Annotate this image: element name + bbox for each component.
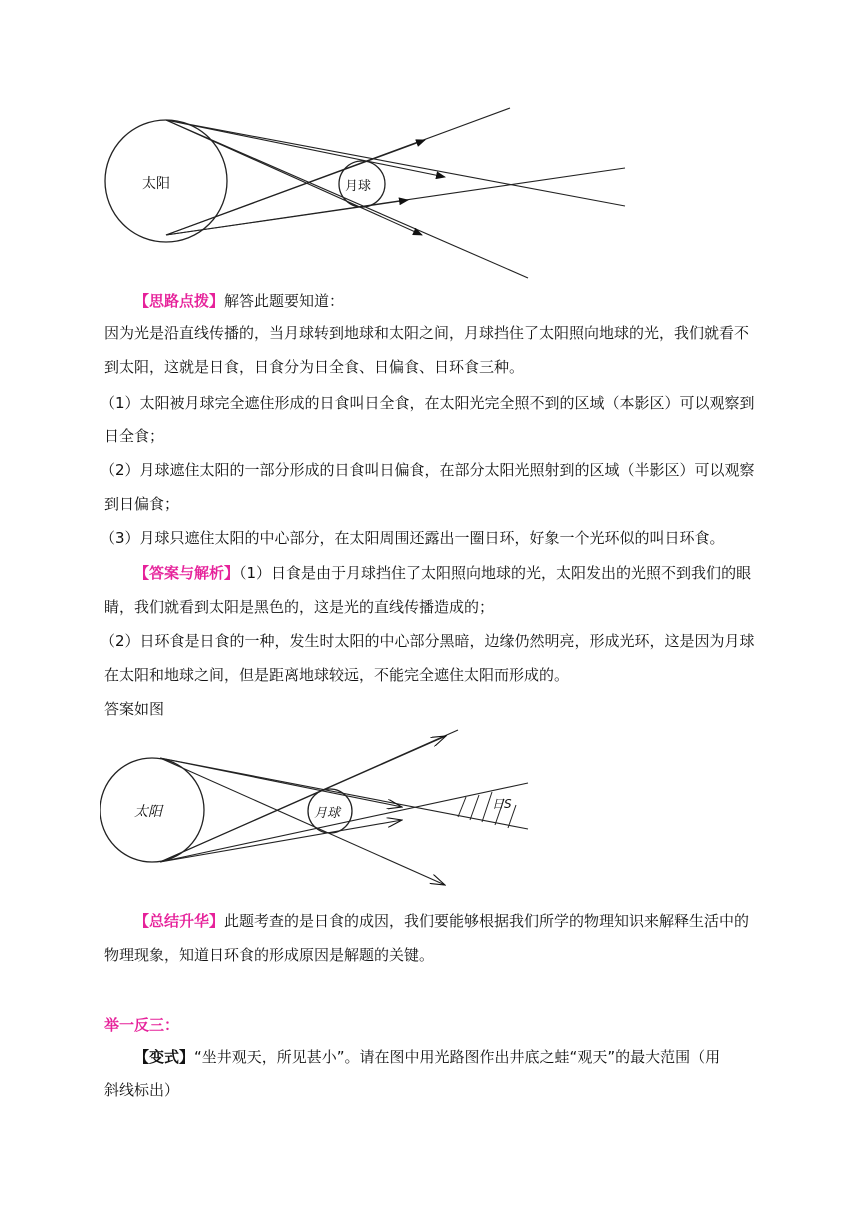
- hint-line: [134, 290, 344, 312]
- ray-arrow: [166, 140, 425, 235]
- practice-text-1: “坐井观天，所见甚小”。请在图中用光路图作出井底之蛙“观天”的最大范围（用: [194, 1048, 721, 1066]
- hint-text: 解答此题要知道：: [224, 292, 345, 310]
- eclipse-diagram-1: [100, 98, 640, 283]
- answer-line-5: 答案如图: [104, 700, 165, 718]
- answer-line-1: [134, 562, 751, 584]
- ray-arrow: [166, 200, 408, 235]
- answer-line-3: （2）日环食是日食的一种，发生时太阳的中心部分黑暗，边缘仍然明亮，形成光环，这是因为月球: [100, 632, 755, 650]
- answer-tag: 【答案与解析】: [134, 564, 240, 582]
- hint-tag: 【思路点拨】: [134, 292, 225, 310]
- summary-line-1: [134, 910, 749, 932]
- practice-tag: 【变式】: [134, 1048, 195, 1066]
- ray-arrow: [160, 820, 402, 862]
- moon-label: 月球: [314, 806, 341, 821]
- explanation-line-5: （2）月球遮住太阳的一部分形成的日食叫日偏食，在部分太阳光照射到的区域（半影区）可以观察: [100, 461, 755, 479]
- zone-label: 日S: [492, 797, 512, 811]
- explanation-line-4: 日全食；: [104, 427, 165, 445]
- explanation-line-2: 到太阳，这就是日食，日食分为日全食、日偏食、日环食三种。: [104, 358, 525, 376]
- answer-text-1: （1）日食是由于月球挡住了太阳照向地球的光，太阳发出的光照不到我们的眼: [239, 564, 752, 582]
- ray: [166, 120, 625, 206]
- explanation-line-3: （1）太阳被月球完全遮住形成的日食叫日全食，在太阳光完全照不到的区域（本影区）可以观察到: [100, 394, 755, 412]
- practice-line-1: [134, 1046, 720, 1068]
- summary-tag: 【总结升华】: [134, 912, 225, 930]
- summary-line-2: 物理现象，知道日环食的形成原因是解题的关键。: [104, 946, 435, 964]
- practice-heading: 举一反三：: [104, 1016, 180, 1034]
- practice-line-2: 斜线标出）: [104, 1081, 180, 1099]
- moon-label: 月球: [345, 179, 372, 194]
- answer-line-4: 在太阳和地球之间，但是距离地球较远，不能完全遮住太阳而形成的。: [104, 666, 570, 684]
- answer-line-2: 睛，我们就看到太阳是黑色的，这是光的直线传播造成的；: [104, 598, 495, 616]
- sun-label: 太阳: [134, 804, 162, 820]
- summary-text-1: 此题考查的是日食的成因，我们要能够根据我们所学的物理知识来解释生活中的: [224, 912, 750, 930]
- eclipse-diagram-2: [100, 725, 540, 900]
- antumbra-region: [452, 765, 528, 835]
- ray: [166, 120, 528, 278]
- explanation-line-7: （3）月球只遮住太阳的中心部分，在太阳周围还露出一圈日环，好象一个光环似的叫日环食。: [100, 529, 725, 547]
- explanation-line-6: 到日偏食；: [104, 495, 180, 513]
- sun-label: 太阳: [142, 176, 170, 192]
- explanation-line-1: 因为光是沿直线传播的，当月球转到地球和太阳之间，月球挡住了太阳照向地球的光，我们就看不: [104, 324, 750, 342]
